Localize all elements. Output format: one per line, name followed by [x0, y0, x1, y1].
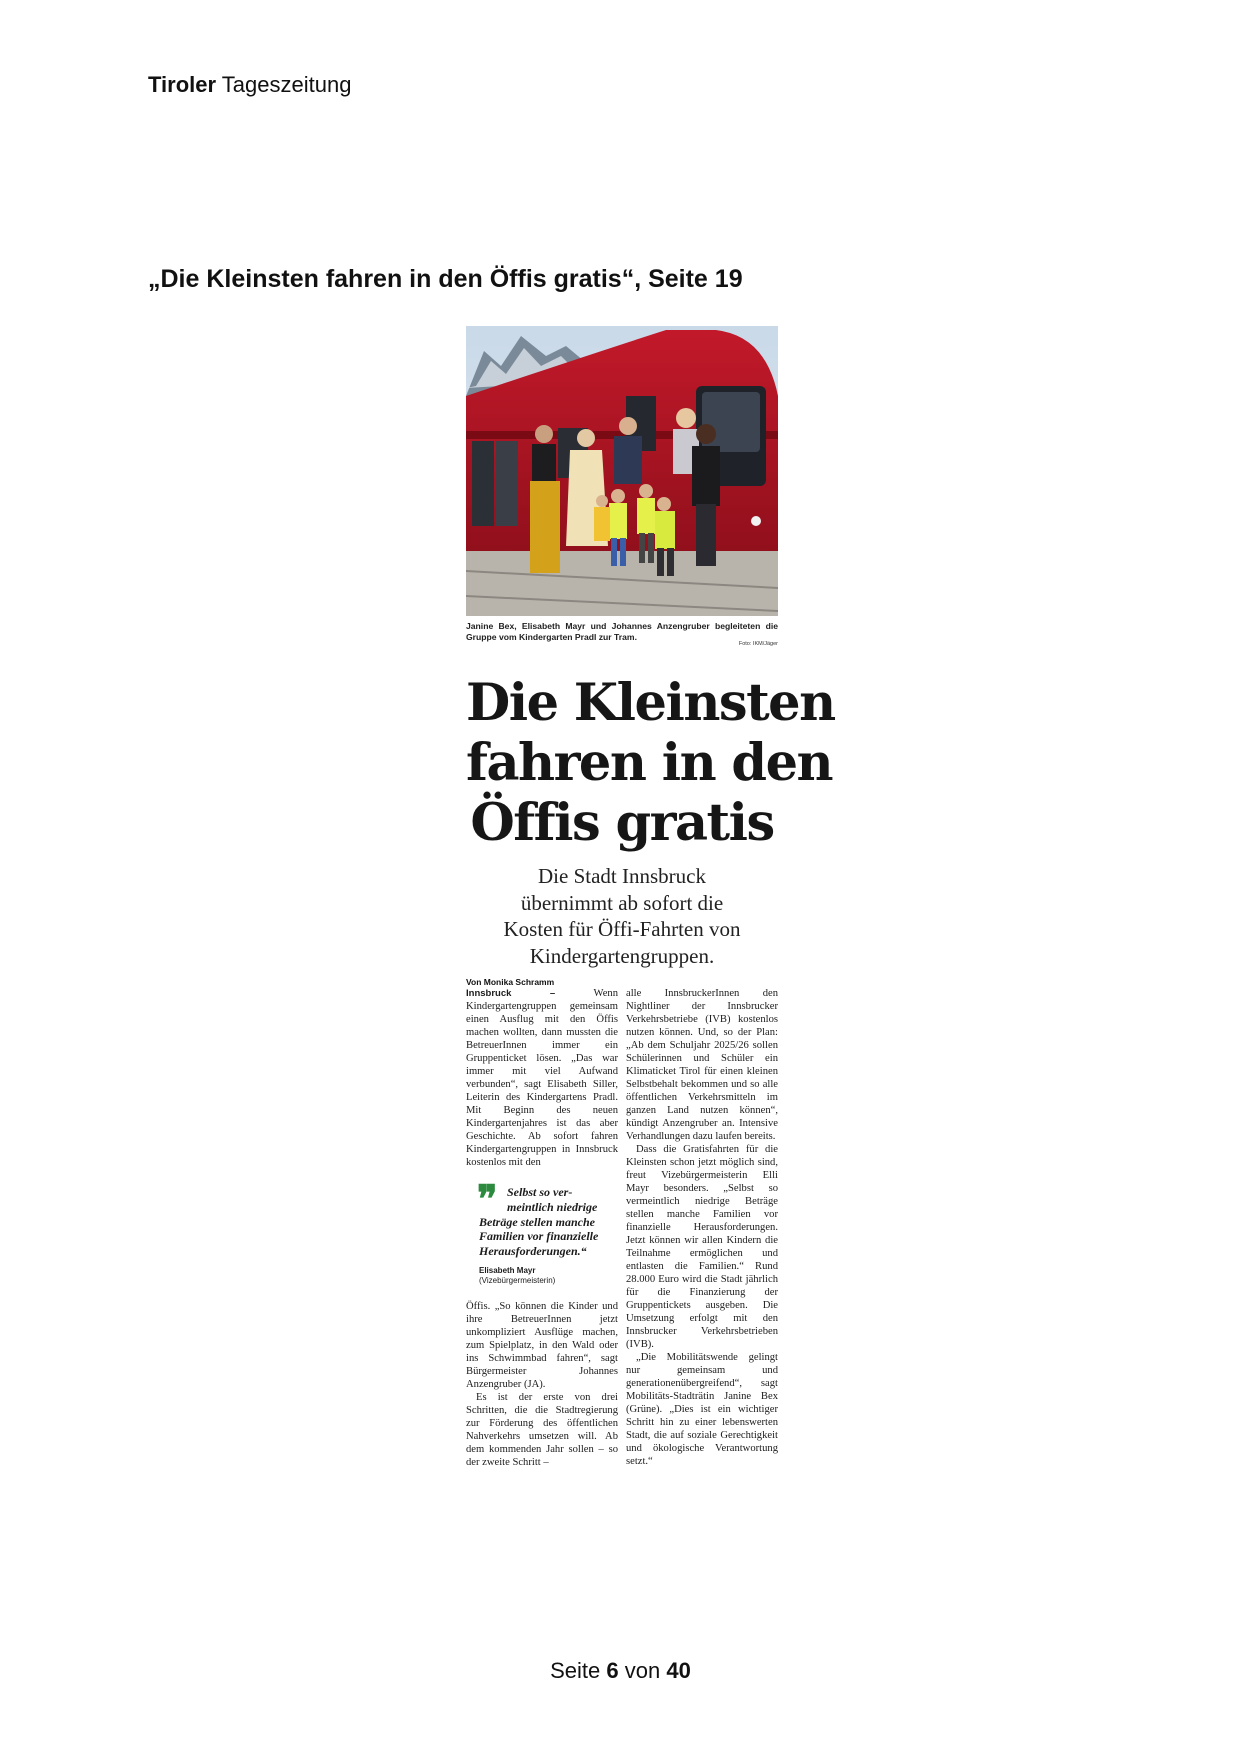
article-column-right: [626, 987, 778, 1469]
tram-group-photo-image: [466, 326, 778, 616]
footer-prefix: Seite: [550, 1658, 601, 1683]
quote-mark-icon: ❞: [477, 1176, 498, 1221]
article-headline: [466, 673, 835, 853]
body-paragraph: [466, 987, 618, 1169]
newspaper-clipping: [466, 326, 835, 1469]
body-text: Wenn Kindergartengruppen gemeinsam einen Ausflug mit den Öffis machen wollten, dann mussten die BetreuerInnen immer ein Gruppenticket lösen. „Das war immer mit viel Aufwand verbunden“, sagt Elisabeth Siller, Leiterin des Kindergartens Pradl. Mit Beginn des neuen Kindergartenjahres ist das aber Geschichte. Ab sofort fahren Kindergartengruppen in Innsbruck kostenlos mit den: [466, 988, 618, 1168]
byline: Von Monika Schramm: [466, 977, 555, 987]
quote-line: Familien vor finanzielle: [479, 1229, 599, 1244]
pull-quote-author: [479, 1266, 618, 1286]
article-body: [466, 987, 778, 1469]
quote-line: meintlich niedrige: [507, 1199, 598, 1214]
quote-author-name: Elisabeth Mayr: [479, 1265, 536, 1275]
footer-page-number: 6: [606, 1658, 619, 1683]
body-paragraph: Es ist der erste von drei Schritten, die die Stadtregierung zur Förderung des öffentlichen Nahverkehrs umsetzen will. Ab dem kommenden Jahr sollen – so der zweite Schritt –: [466, 1391, 618, 1468]
quote-line: Selbst so ver-: [507, 1185, 573, 1199]
article-subheadline: [466, 863, 778, 969]
body-paragraph: „Die Mobilitätswende gelingt nur gemeinsam und generationenübergreifend“, sagt Mobilitäts-Stadträtin Janine Bex (Grüne). „Dies ist ein wichtiger Schritt hin zu einer lebenswerten Stadt, die auf soziale Gerechtigkeit und ökologische Verantwortung setzt.“: [626, 1352, 778, 1467]
headline-line: fahren in den: [466, 733, 833, 793]
dateline-place: Innsbruck –: [466, 988, 556, 999]
publication-name-rest: Tageszeitung: [221, 72, 352, 97]
quote-line: Herausforderungen.“: [479, 1244, 587, 1259]
headline-line: Die Kleinsten: [466, 673, 835, 733]
body-paragraph: Öffis. „So können die Kinder und ihre BetreuerInnen jetzt unkompliziert Ausflüge machen, zum Spielplatz, in den Wald oder ins Schwimmbad fahren“, sagt Bürgermeister Johannes Anzengruber (JA).: [466, 1300, 618, 1390]
pull-quote-text: [479, 1185, 618, 1259]
article-column-left: [466, 987, 618, 1469]
footer-middle: von: [624, 1658, 661, 1683]
page-footer: [0, 1658, 1241, 1684]
subhead-line: Die Stadt Innsbruck: [538, 864, 706, 888]
footer-page-total: 40: [666, 1658, 691, 1683]
pull-quote: [466, 1176, 618, 1286]
article-reference-title: „Die Kleinsten fahren in den Öffis gratis“, Seite 19: [148, 265, 743, 293]
photo-credit: Foto: IKM/Jäger: [738, 641, 778, 647]
headline-line: Öffis gratis: [470, 793, 774, 853]
body-paragraph: alle InnsbruckerInnen den Nightliner der Innsbrucker Verkehrsbetriebe (IVB) kostenlos nutzen können. Und, so der Plan: „Ab dem Schuljahr 2025/26 sollen Schülerinnen und Schüler ein Klimaticket Tirol für einen kleinen Selbstbehalt bekommen und so alle öffentlichen Verkehrsmitteln im ganzen Land nutzen können“, kündigt Anzengruber an. Intensive Verhandlungen dazu laufen bereits.: [626, 988, 778, 1142]
quote-author-role: (Vizebürgermeisterin): [479, 1275, 556, 1285]
subhead-line: Kindergartengruppen.: [529, 943, 715, 968]
article-photo: [466, 326, 778, 616]
publication-name-bold: Tiroler: [148, 72, 217, 97]
body-paragraph: Dass die Gratisfahrten für die Kleinsten schon jetzt möglich sind, freut Vizebürgermeisterin Elli Mayr besonders. „Selbst so vermeintlich niedrige Beträge stellen manche Familien vor finanzielle Herausforderungen. Jetzt können wir allen Kindern die Teilnahme ermöglichen und entlasten die Familien.“ Rund 28.000 Euro wird die Stadt jährlich für die Finanzierung der Gruppentickets ausgeben. Die Umsetzung erfolgt mit den Innsbrucker Verkehrsbetrieben (IVB).: [626, 1144, 778, 1350]
subhead-line: Kosten für Öffi-Fahrten von: [503, 917, 741, 941]
photo-caption: Janine Bex, Elisabeth Mayr und Johannes Anzengruber begleiteten die Gruppe vom Kindergarten Pradl zur Tram.: [466, 621, 778, 642]
publication-name: [148, 72, 351, 98]
quote-line: Beträge stellen manche: [479, 1214, 595, 1229]
subhead-line: übernimmt ab sofort die: [520, 890, 724, 915]
